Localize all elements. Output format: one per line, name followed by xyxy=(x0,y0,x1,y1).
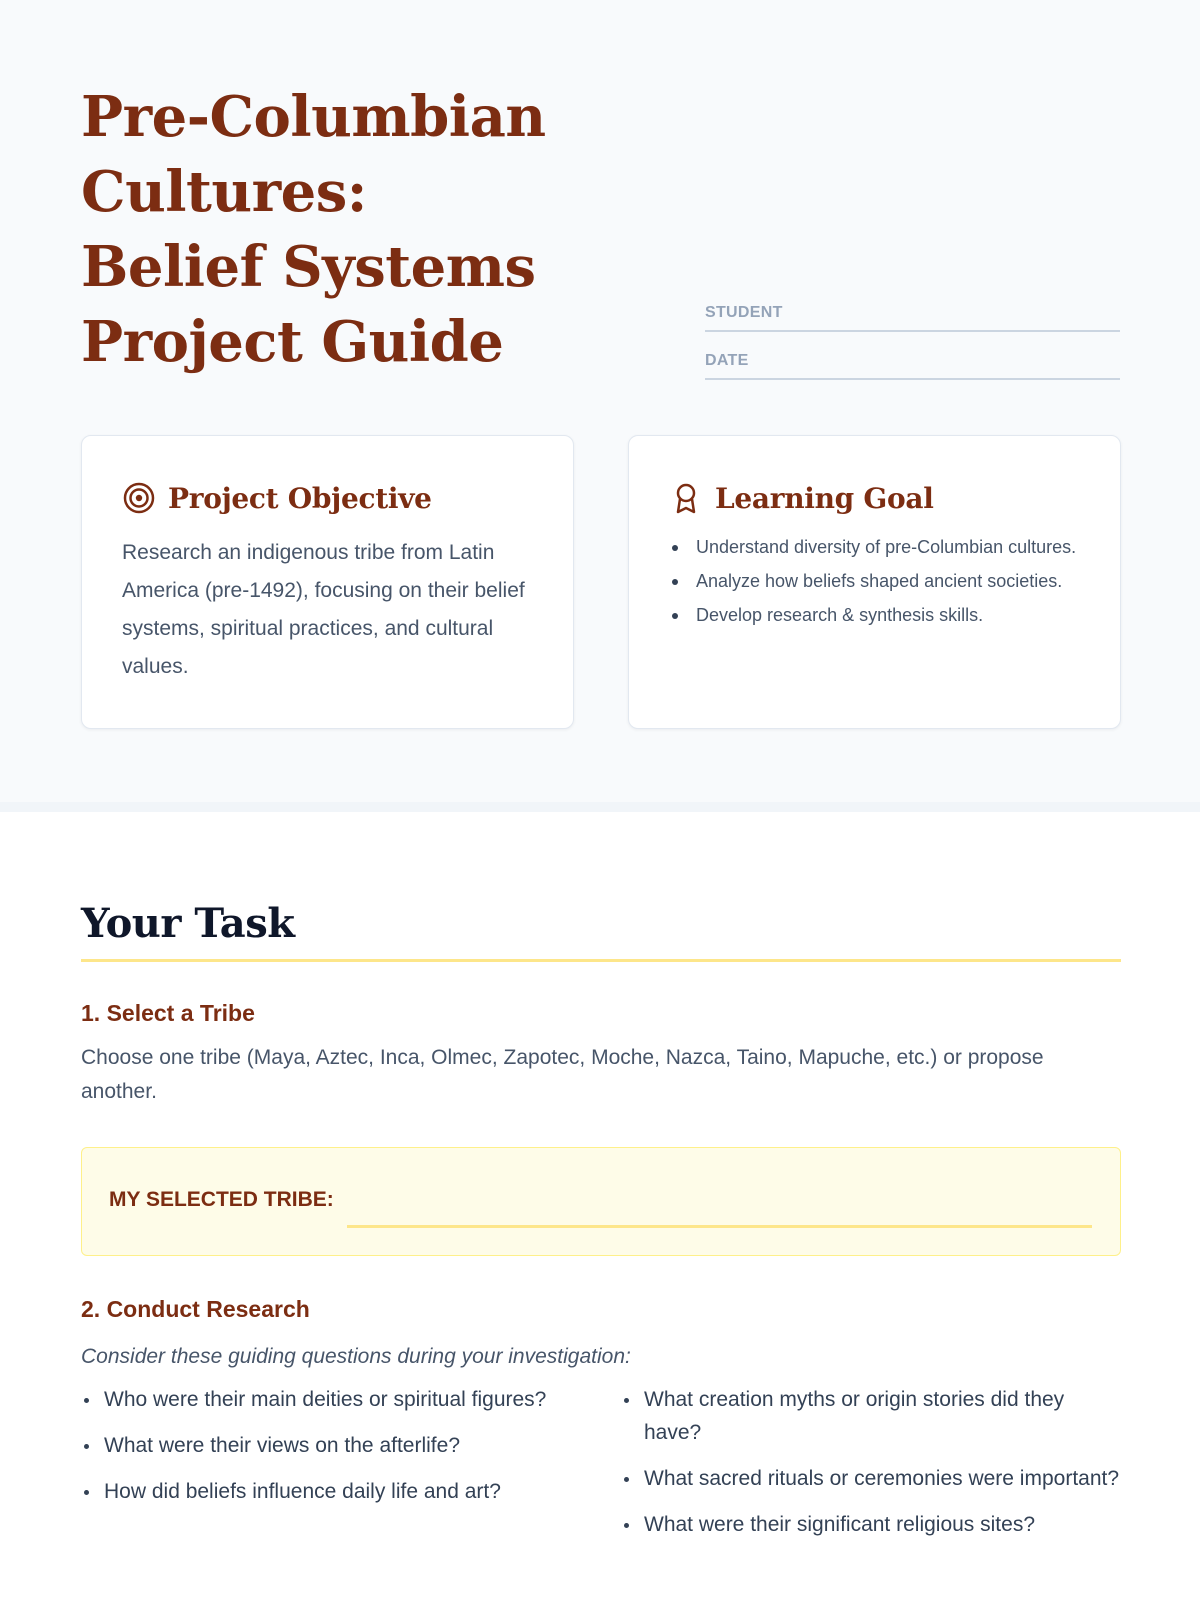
learning-goal-card xyxy=(628,435,1121,729)
date-field[interactable] xyxy=(705,332,1120,380)
list-item: Analyze how beliefs shaped ancient societies. xyxy=(669,568,1080,595)
target-icon xyxy=(122,481,156,515)
list-item: What creation myths or origin stories did they have? xyxy=(621,1383,1121,1449)
questions-right xyxy=(621,1383,1121,1554)
selected-tribe-input[interactable] xyxy=(347,1225,1092,1228)
student-field[interactable] xyxy=(705,295,1120,332)
step1-text: Choose one tribe (Maya, Aztec, Inca, Olmec, Zapotec, Moche, Nazca, Taino, Mapuche, etc.) or propose another. xyxy=(81,1046,1044,1103)
list-item: Understand diversity of pre-Columbian cultures. xyxy=(669,534,1080,561)
learning-goal-header xyxy=(669,480,1080,516)
objective-title: Project Objective xyxy=(168,481,432,515)
list-item: What were their significant religious sites? xyxy=(621,1508,1121,1541)
list-item: What were their views on the afterlife? xyxy=(81,1429,581,1462)
step2-title: 2. Conduct Research xyxy=(81,1296,310,1322)
award-ribbon-icon xyxy=(669,481,703,515)
list-item: What sacred rituals or ceremonies were important? xyxy=(621,1462,1121,1495)
selected-tribe-box xyxy=(81,1147,1121,1256)
title-line-2: Belief Systems Project Guide xyxy=(81,234,536,375)
student-info xyxy=(705,295,1120,380)
guiding-questions xyxy=(81,1383,1121,1554)
objective-header xyxy=(122,480,533,516)
list-item: Who were their main deities or spiritual figures? xyxy=(81,1383,581,1416)
page-title xyxy=(81,80,721,380)
objective-text: Research an indigenous tribe from Latin America (pre-1492), focusing on their belief systems, spiritual practices, and cultural values. xyxy=(122,541,525,678)
title-line-1: Pre-Columbian Cultures: xyxy=(81,84,546,225)
student-label: STUDENT xyxy=(705,304,783,321)
list-item: Develop research & synthesis skills. xyxy=(669,602,1080,629)
task-title: Your Task xyxy=(81,900,1121,962)
selected-tribe-label: MY SELECTED TRIBE: xyxy=(109,1188,334,1211)
learning-goal-list xyxy=(669,534,1080,629)
learning-goal-title: Learning Goal xyxy=(715,481,934,515)
questions-left xyxy=(81,1383,581,1554)
step1-title: 1. Select a Tribe xyxy=(81,1000,255,1026)
list-item: How did beliefs influence daily life and art? xyxy=(81,1475,581,1508)
objective-card xyxy=(81,435,574,729)
date-label: DATE xyxy=(705,352,749,369)
task-section xyxy=(81,900,1121,1554)
step2-guide: Consider these guiding questions during your investigation: xyxy=(81,1345,631,1368)
